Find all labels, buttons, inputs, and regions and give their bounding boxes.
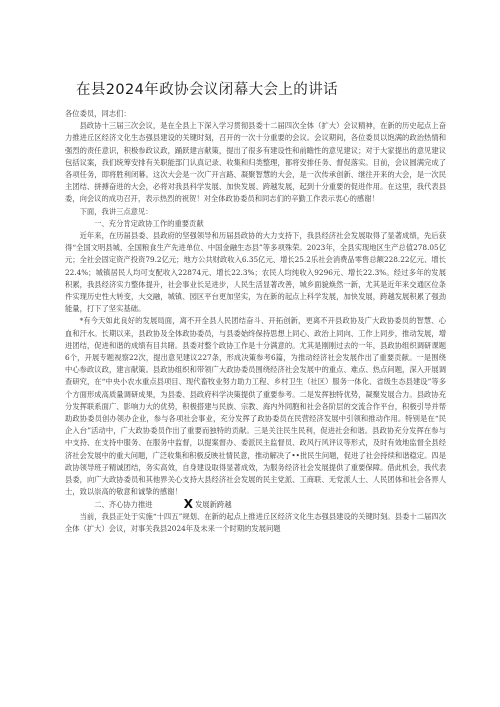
section-heading-2 xyxy=(65,496,446,511)
paragraph-achievements: 近年来，在历届县委、县政府的坚强领导和历届县政协的大力支持下，我县经济社会发展取得了显著成绩，先后获得“全国文明县城、全国粮食生产先进单位、中国金融生态县”等多项殊荣。2023年，全县实现地区生产总值278.05亿元；全社会固定资产投资79.2亿元；地方公共财政收入6.35亿元、增长25.2乐社会消费品零售总额228.22亿元、增长22.4%；城镇居民人均可支配收入22874元、增长22.3%；农民人均纯收入9296元、增长22.3%。经过多年的发展积累，我县经济实力整体提升，社会事业长足进步，人民生活显著改善，城乡面貌焕然一新，尤其是近年来交通区位条件实现历史性大转变，大交融，城镇、园区平台更加坚实，为在新的起点上科学发展，加快发展，跨越发展积累了强劲能量，打下了坚实基础。 xyxy=(65,231,446,314)
section-heading-1: 一、充分肯定政协工作的重要贡献 xyxy=(94,218,204,228)
section-heading-2-part-b: 发展新跨越 xyxy=(195,499,232,509)
paragraph-contributions: *有今天如此良好的发展局面，离不开全县人民团结奋斗、开拓创新，更离不开县政协及广大政协委员的智慧、心血和汗水。长期以来，县政协及全体政协委员，与县委始终保持思想上同心、政治上同向、工作上同步，推动发展，增进团结，促进和谐的成绩有目共睹。县委对整个政协工作是十分满意的。尤其是刚刚过去的一年，县政协组织调研课题6个，开展专题视察22次，提出意见建议227条，形成决策参考6篇，为推动经济社会发展作出了重要贡献。一是围绕中心参政议政，建言献策。县政协组织和带领广大政协委员围绕经济社会发展中的重点、难点、热点问题，深入开展调查研究，在“中央小农水重点县项目、现代畜牧业努力助力工程、乡村卫生（社区）服务一体化、省级生态县建设”等多个方面形成高质量调研成果，为县委、县政府科学决策提供了重要参考。二是发挥独特优势，凝聚发展合力。县政协充分发挥联系面广、影响力大的优势，积极搭建与民族、宗教、海内外同胞和社会各阶层的交流合作平台，积极引导并帮助政协委员创办领办企业，参与各项社会事业，充分发挥了政协委员在民营经济发展中引领和推动作用。特别是在“民企入台”活动中，广大政协委员作出了重要而独特的贡献。三是关注民生民利，促进社会和谐。县政协充分发挥在参与中支持、在支持中服务、在服务中监督，以提案督办、委派民主监督员、政风行风评议等形式，及时有效地监督全县经济社会发展中的重大问题，广泛收集和积极反映社情民意，推动解决了••批民生问题，促进了社会持续和谐稳定。四是政协领导班子精诚团结，务实高效，自身建设取得显著成效，为服务经济社会发展提供了重要保障。借此机会，我代表县委，向广大政协委员和其他界关心支持大县经济社会发展的民主党派、工商联、无党派人士、人民团体和社会各界人士，致以崇高的敬意和诚挚的感谢！ xyxy=(65,316,446,497)
paragraph-intro: 县政协十三届三次会议，是在全县上下深入学习贯彻县委十二届四次全体（扩大）会议精神，在新的历史起点上奋力推进丘区经济文化生态强县建设的关键时刻，召开的一次十分重要的会议。会议期间，各位委员以饱满的政治热情和强烈的责任意识，积极参政议政，踊跃建言献策，提出了很多有建设性和前瞻性的意见建议；对于大家提出的意见建议包括议案，我们统筹安排有关职能部门认真记录、收集和归类整理，都将安排任务、督促落实。目前，会议圆满完成了各项任务，即将胜利闭幕。这次大会是一次广开言路、凝聚智慧的大会，是一次传承创新、继往开来的大会，是一次民主团结、拼搏奋进的大会，必将对我县科学发展、加快发展、跨越发展，起到十分重要的促进作用。在这里，我代表县委，向会议的成功召开，表示热烈的祝贺！对全体政协委员和同志们的辛勤工作表示衷心的感谢！ xyxy=(65,121,446,204)
x-mark-icon: X xyxy=(183,496,194,511)
paragraph-outline: 下面，我讲三点意见： xyxy=(79,206,153,216)
greeting: 各位委员，同志们： xyxy=(65,109,131,118)
document-body xyxy=(65,108,446,535)
paragraph-current: 当前，我县正处于实施“十四五”规划、在新的起点上推进丘区经济文化生态强县建设的关键时刻。县委十二届四次全体（扩大）会议，对事关我县2024年及未来一个时期的发展问题 xyxy=(65,511,446,533)
document-title: 在县2024年政协会议闭幕大会上的讲话 xyxy=(76,82,338,98)
section-heading-2-part-a: 二、齐心协力推进 xyxy=(94,499,153,509)
